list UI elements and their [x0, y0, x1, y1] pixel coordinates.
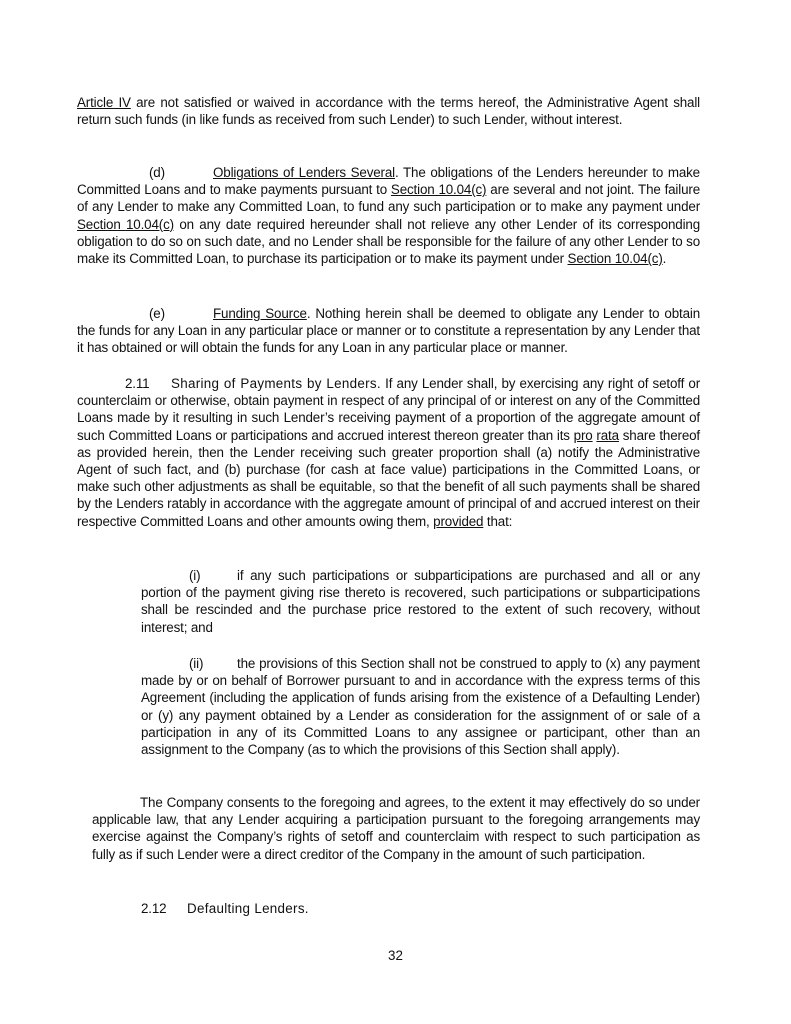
section-2-11-sharing-of-payments	[77, 375, 700, 530]
subclause-label: (ii)	[189, 656, 204, 671]
paragraph-text: .	[662, 251, 667, 267]
paragraph-text: share thereof as provided herein, then the Lender receiving such greater proportion shall (a) notify the Administrative Agent of such fact, and (b) purchase (for cash at face value) participations in the Committed Loans, or make such other adjustments as shall be equitable, so that the benefit of all such payments shall be shared by the Lenders ratably in accordance with the aggregate amount of principal of and accrued interest on their respective Committed Loans and other amounts owing them,	[77, 427, 700, 529]
section-number: 2.12	[141, 901, 167, 916]
rata-term: rata	[596, 427, 619, 443]
paragraph-text: . The obligations of the Lenders hereunder to make Committed Loans and to make payments pursuant to	[77, 165, 700, 198]
subclause-ii	[141, 655, 700, 758]
paragraph-text: if any such participations or subparticipations are purchased and all or any portion of the payment giving rise thereto is recovered, such participations or subparticipations shall be rescinded and the purchase price restored to the extent of such recovery, without interest; and	[141, 568, 700, 635]
section-reference: Section 10.04(c)	[567, 251, 663, 267]
provided-term: provided	[433, 513, 484, 529]
paragraph-text: the provisions of this Section shall not be construed to apply to (x) any payment made by or on behalf of Borrower pursuant to and in accordance with the express terms of this Agreement (including the application of funds arising from the existence of a Defaulting Lender) or (y) any payment obtained by a Lender as consideration for the assignment of or sale of a participation in any of its Committed Loans to any assignee or participant, other than an assignment to the Company (as to which the provisions of this Section shall apply).	[141, 656, 700, 758]
subclause-label: (i)	[189, 568, 201, 583]
paragraph-company-consents	[92, 794, 700, 863]
section-reference: Section 10.04(c)	[77, 216, 174, 232]
subclause-i	[141, 567, 700, 636]
paragraph-funding-source	[77, 305, 700, 357]
pro-term: pro	[573, 427, 593, 443]
clause-label: (e)	[149, 306, 165, 321]
section-heading: Sharing of Payments by Lenders.	[171, 376, 381, 391]
clause-heading: Funding Source	[213, 306, 307, 321]
page-number: 32	[388, 948, 403, 963]
clause-heading: Obligations of Lenders Several	[213, 165, 395, 180]
paragraph-text: that:	[483, 513, 513, 529]
paragraph-text: If any Lender shall, by exercising any right of setoff or counterclaim or otherwise, obtain payment in respect of any principal of or interest on any of the Committed Loans made by it resulting in such Lender’s receiving payment of a proportion of the aggregate amount of such Committed Loans or participations and accrued interest thereon greater than its	[77, 376, 700, 443]
paragraph-text: The Company consents to the foregoing and agrees, to the extent it may effectively do so under applicable law, that any Lender acquiring a participation pursuant to the foregoing arrangements may exercise against the Company’s rights of setoff and counterclaim with respect to such participation as fully as if such Lender were a direct creditor of the Company in the amount of such participation.	[92, 795, 700, 862]
section-2-12-defaulting-lenders	[141, 900, 700, 917]
clause-label: (d)	[149, 165, 165, 180]
paragraph-text: on any date required hereunder shall not relieve any other Lender of its corresponding obligation to do so on such date, and no Lender shall be responsible for the failure of any other Lender to so make its Committed Loan, to purchase its participation or to make its payment under	[77, 216, 701, 267]
paragraph-text: are several and not joint. The failure of any Lender to make any Committed Loan, to fund any such participation or to make any payment under	[77, 182, 700, 215]
section-heading: Defaulting Lenders.	[187, 901, 309, 916]
section-reference: Section 10.04(c)	[390, 182, 487, 198]
paragraph-obligations-of-lenders-several	[77, 164, 700, 267]
paragraph-text: are not satisfied or waived in accordance with the terms hereof, the Administrative Agent shall return such funds (in like funds as received from such Lender) to such Lender, without interest.	[77, 95, 701, 128]
paragraph-text: . Nothing herein shall be deemed to obligate any Lender to obtain the funds for any Loan in any particular place or manner or to constitute a representation by any Lender that it has obtained or will obtain the funds for any Loan in any particular place or manner.	[77, 306, 700, 356]
section-number: 2.11	[125, 376, 150, 391]
article-iv-reference: Article IV	[77, 95, 131, 110]
paragraph-article-iv-continuation	[77, 94, 700, 128]
